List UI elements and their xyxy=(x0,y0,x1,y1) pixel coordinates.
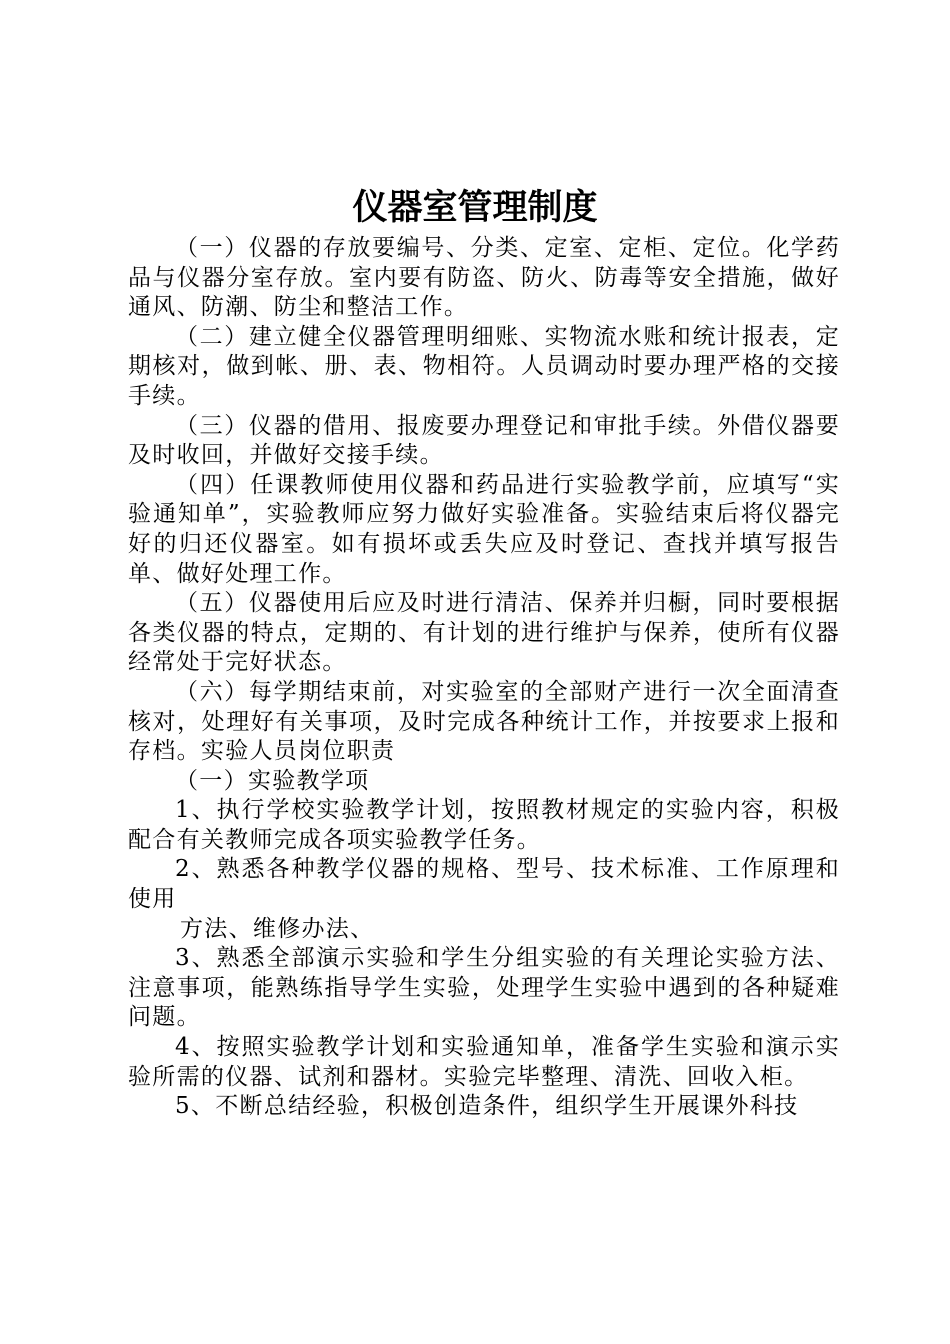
section-heading: （一）实验教学项 xyxy=(175,767,370,794)
paragraph: （四）任课教师使用仪器和药品进行实验教学前，应填写“实验通知单”，实验教师应努力做好实验准备。实验结束后将仪器完好的归还仪器室。如有损坏或丢失应及时登记、查找并填写报告单、做好处理工作。 xyxy=(128,471,840,587)
numbered-item: 3、熟悉全部演示实验和学生分组实验的有关理论实验方法、注意事项，能熟练指导学生实验，处理学生实验中遇到的各种疑难问题。 xyxy=(128,945,840,1031)
paragraph: （五）仪器使用后应及时进行清洁、保养并归橱，同时要根据各类仪器的特点，定期的、有计划的进行维护与保养，使所有仪器经常处于完好状态。 xyxy=(128,590,840,676)
paragraph: （六）每学期结束前，对实验室的全部财产进行一次全面清查核对，处理好有关事项，及时完成各种统计工作，并按要求上报和存档。实验人员岗位职责 xyxy=(128,678,840,765)
paragraph: （一）仪器的存放要编号、分类、定室、定柜、定位。化学药品与仪器分室存放。室内要有防盗、防火、防毒等安全措施，做好通风、防潮、防尘和整洁工作。 xyxy=(128,235,840,321)
document-title: 仪器室管理制度 xyxy=(352,188,598,228)
numbered-item: 1、执行学校实验教学计划，按照教材规定的实验内容，积极配合有关教师完成各项实验教学任务。 xyxy=(128,797,840,853)
document-body xyxy=(128,234,840,1122)
numbered-item: 5、不断总结经验，积极创造条件，组织学生开展课外科技 xyxy=(175,1093,799,1120)
continuation-line: 方法、维修办法、 xyxy=(180,915,375,942)
paragraph: （三）仪器的借用、报废要办理登记和审批手续。外借仪器要及时收回，并做好交接手续。 xyxy=(128,412,840,469)
numbered-item: 4、按照实验教学计划和实验通知单，准备学生实验和演示实验所需的仪器、试剂和器材。实验完毕整理、清洗、回收入柜。 xyxy=(128,1034,840,1090)
numbered-item: 2、熟悉各种教学仪器的规格、型号、技术标准、工作原理和使用 xyxy=(128,856,840,913)
paragraph: （二）建立健全仪器管理明细账、实物流水账和统计报表，定期核对，做到帐、册、表、物相符。人员调动时要办理严格的交接手续。 xyxy=(128,323,840,409)
